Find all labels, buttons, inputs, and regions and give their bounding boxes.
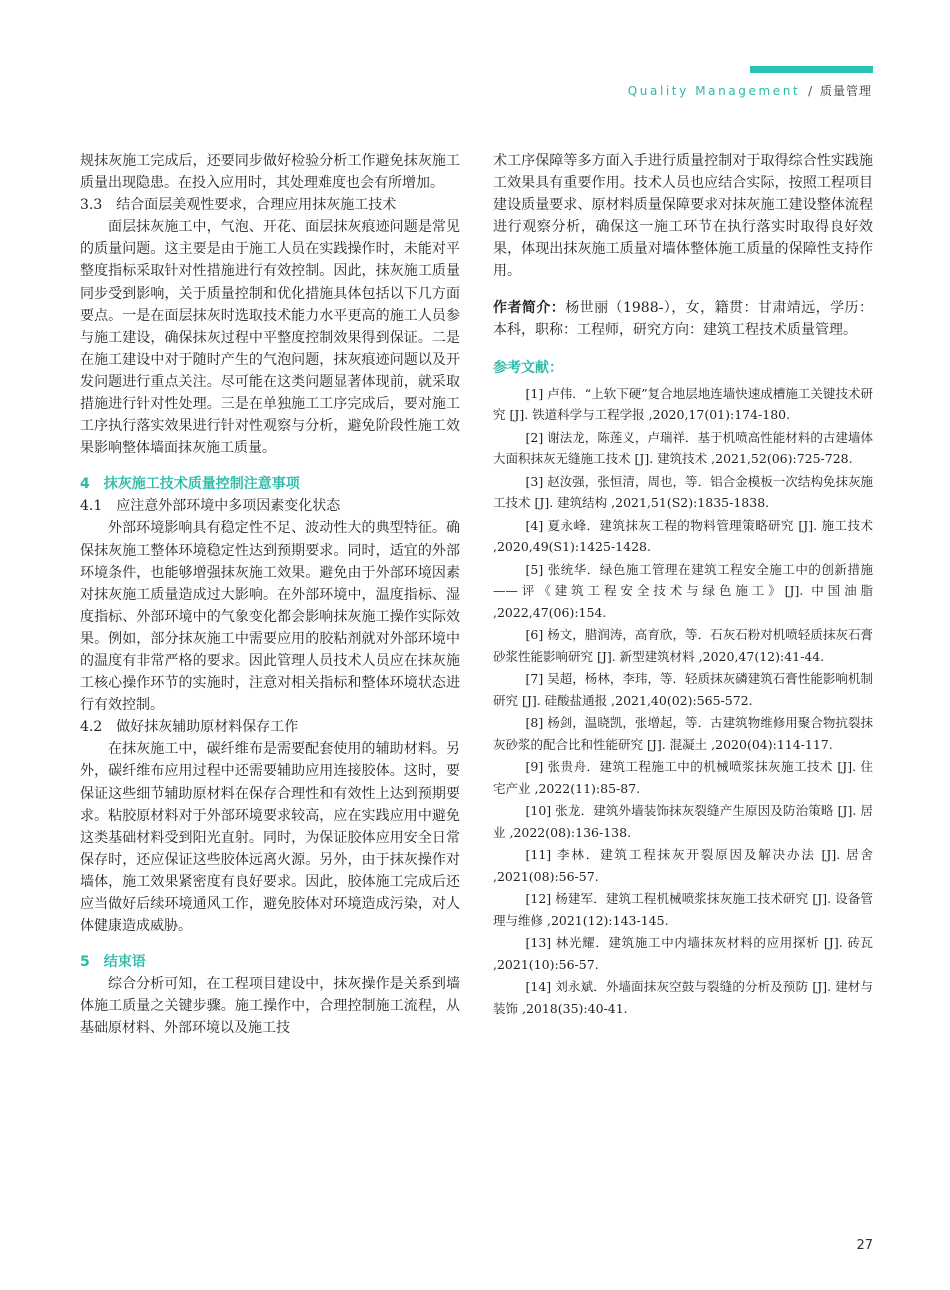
section-5-heading: 5 结束语 — [80, 954, 146, 971]
paragraph-conclusion: 综合分析可知，在工程项目建设中，抹灰操作是关系到墙体施工质量之关键步骤。施工操作中，合理控制施工流程，从基础原材料、外部环境以及施工技 — [80, 976, 460, 1037]
subsection-3-3-heading: 3.3 结合面层美观性要求，合理应用抹灰施工技术 — [80, 197, 397, 214]
left-column — [80, 150, 460, 1039]
page-number: 27 — [856, 1238, 873, 1253]
author-bio-text: 杨世丽（1988-），女，籍贯：甘肃靖远，学历：本科，职称：工程师，研究方向：建筑工程技术质量管理。 — [493, 299, 874, 338]
section-4-heading: 4 抹灰施工技术质量控制注意事项 — [80, 476, 300, 493]
reference-item: [2] 谢法龙，陈莲义，卢瑞祥．基于机喷高性能材料的古建墙体大面积抹灰无缝施工技术 [J]. 建筑技术 ,2021,52(06):725-728. — [493, 429, 873, 467]
reference-item: [13] 林光耀．建筑施工中内墙抹灰材料的应用探析 [J]. 砖瓦 ,2021(10):56-57. — [493, 935, 873, 972]
header-separator: / — [808, 84, 813, 98]
paragraph-external-environment: 外部环境影响具有稳定性不足、波动性大的典型特征。确保抹灰施工整体环境稳定性达到预期要求。同时，适宜的外部环境条件，也能够增强抹灰施工效果。避免由于外部环境因素对抹灰施工质量造成过大影响。在外部环境中，温度指标、湿度指标、外部环境中的气象变化都会影响抹灰施工操作实际效果。例如，部分抹灰施工中需要应用的胶粘剂就对外部环境中的温度有非常严格的要求。因此管理人员技术人员应在抹灰施工核心操作环节的实施时，注意对相关指标和整体环境状态进行有效控制。 — [80, 520, 460, 714]
paragraph-continuation: 规抹灰施工完成后，还要同步做好检验分析工作避免抹灰施工质量出现隐患。在投入应用时，其处理难度也会有所增加。 — [80, 153, 460, 192]
references-list — [493, 383, 873, 1020]
reference-item: [11] 李林．建筑工程抹灰开裂原因及解决办法 [J]. 居舍 ,2021(08):56-57. — [493, 847, 873, 884]
references-heading: 参考文献： — [493, 359, 563, 376]
reference-item: [6] 杨文，腊润涛，高育欣，等．石灰石粉对机喷轻质抹灰石膏砂浆性能影响研究 [J]. 新型建筑材料 ,2020,47(12):41-44. — [493, 627, 873, 664]
header-accent-bar — [750, 66, 873, 73]
reference-item: [5] 张统华．绿色施工管理在建筑工程安全施工中的创新措施——评《建筑工程安全技术与绿色施工》[J]. 中国油脂 ,2022,47(06):154. — [493, 561, 873, 620]
author-bio — [493, 297, 873, 341]
reference-item: [7] 吴超，杨林，李玮，等．轻质抹灰磷建筑石膏性能影响机制研究 [J]. 硅酸盐通报 ,2021,40(02):565-572. — [493, 671, 873, 708]
paragraph-auxiliary-materials: 在抹灰施工中，碳纤维布是需要配套使用的辅助材料。另外，碳纤维布应用过程中还需要辅助应用连接胶体。这时，要保证这些细节辅助原材料在保存合理性和有效性上达到预期要求。粘胶原材料对于外部环境要求较高，应在实践应用中避免这类基础材料受到阳光直射。同时，为保证胶体应用安全日常保存时，还应保证这些胶体远离火源。另外，由于抹灰操作对墙体，施工效果紧密度有良好要求。因此，胶体施工完成后还应当做好后续环境通风工作，避免胶体对环境造成污染，对人体健康造成威胁。 — [80, 741, 460, 935]
right-column — [493, 150, 873, 1020]
paragraph-conclusion-continued: 术工序保障等多方面入手进行质量控制对于取得综合性实践施工效果具有重要作用。技术人员也应结合实际，按照工程项目建设质量要求、原材料质量保障要求对抹灰施工建设整体流程进行观察分析，确保这一施工环节在执行落实时取得良好效果，体现出抹灰施工质量对墙体整体施工质量的保障性支持作用。 — [493, 153, 873, 280]
header-chinese-title: 质量管理 — [819, 84, 872, 98]
reference-item: [3] 赵汝强，张恒清，周也，等．铝合金模板一次结构免抹灰施工技术 [J]. 建筑结构 ,2021,51(S2):1835-1838. — [493, 473, 873, 511]
subsection-4-1-heading: 4.1 应注意外部环境中多项因素变化状态 — [80, 498, 341, 515]
reference-item: [4] 夏永峰．建筑抹灰工程的物料管理策略研究 [J]. 施工技术 ,2020,49(S1):1425-1428. — [493, 517, 873, 555]
reference-item: [9] 张贵舟．建筑工程施工中的机械喷浆抹灰施工技术 [J]. 住宅产业 ,2022(11):85-87. — [493, 759, 873, 796]
reference-item: [1] 卢伟．“上软下硬”复合地层地连墙快速成槽施工关键技术研究 [J]. 铁道科学与工程学报 ,2020,17(01):174-180. — [493, 385, 873, 423]
reference-item: [8] 杨剑，温晓凯，张增起，等．古建筑物维修用聚合物抗裂抹灰砂浆的配合比和性能研究 [J]. 混凝土 ,2020(04):114-117. — [493, 715, 873, 752]
reference-item: [10] 张龙．建筑外墙装饰抹灰裂缝产生原因及防治策略 [J]. 居业 ,2022(08):136-138. — [493, 803, 873, 840]
running-header — [628, 82, 872, 99]
reference-item: [14] 刘永斌．外墙面抹灰空鼓与裂缝的分析及预防 [J]. 建材与装饰 ,2018(35):40-41. — [493, 979, 873, 1016]
subsection-4-2-heading: 4.2 做好抹灰辅助原材料保存工作 — [80, 719, 299, 736]
author-bio-label: 作者简介： — [493, 299, 566, 316]
reference-item: [12] 杨建军．建筑工程机械喷浆抹灰施工技术研究 [J]. 设备管理与维修 ,2021(12):143-145. — [493, 891, 873, 928]
header-english-title: Quality Management — [627, 84, 801, 98]
paragraph-surface-layer: 面层抹灰施工中，气泡、开花、面层抹灰痕迹问题是常见的质量问题。这主要是由于施工人员在实践操作时，未能对平整度指标采取针对性措施进行有效控制。因此，抹灰施工质量同步受到影响，关于质量控制和优化措施具体包括以下几方面要点。一是在面层抹灰时选取技术能力水平更高的施工人员参与施工建设，确保抹灰过程中平整度控制效果得到保证。二是在施工建设中对于随时产生的气泡问题，抹灰痕迹问题以及开发问题进行重点关注。尽可能在这类问题显著体现前，就采取措施进行针对性处理。三是在单独施工工序完成后，要对施工工序执行落实效果进行针对性观察与分析，避免阶段性施工效果影响整体墙面抹灰施工质量。 — [80, 219, 460, 457]
